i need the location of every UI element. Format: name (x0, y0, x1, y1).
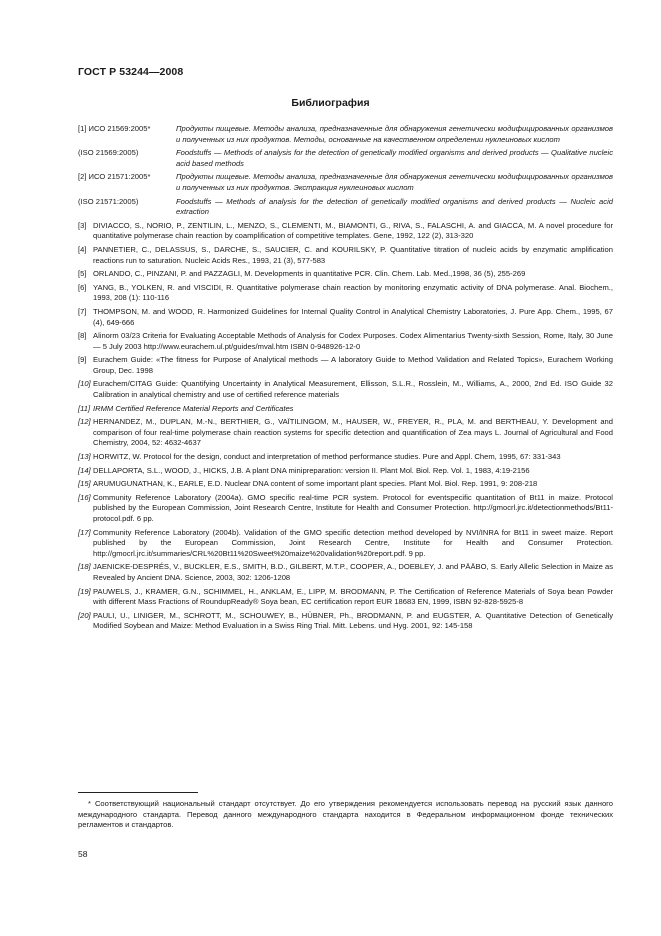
bib-entry-11 (78, 404, 613, 415)
entry-number: [10] (78, 379, 91, 389)
bib-entry-16 (78, 493, 613, 525)
entry-number: [19] (78, 586, 91, 596)
bib-entry-17 (78, 528, 613, 560)
bib-entry-4 (78, 245, 613, 266)
entry-text: PAULI, U., LINIGER, M., SCHROTT, M., SCHOUWEY, B., HÜBNER, Ph., BRODMANN, P. and EUGSTER, A. Quantitative Detection of Genetically Modified Soybean and Maize: Method Evaluation in a Swiss Ring Trial. Mitt. Lebens. und Hyg. 2001, 92: 145-158 (93, 610, 613, 631)
entry-text: Alinorm 03/23 Criteria for Evaluating Acceptable Methods of Analysis for Codex Purposes. Codex Alimentarius Twenty-sixth Session, Rome, Italy, 30 June — 5 July 2003 http://www.eurachem.ul.pt/guides/mval.htm ISBN 0-948926-12-0 (93, 331, 613, 351)
entry-text: Community Reference Laboratory (2004a). GMO specific real-time PCR system. Protocol for eventspecific quantitation of Bt11 in maize. Protocol published by the European Commission, Joint Research Centre, Institute for Health and Consumer Protection. http://gmocrl.jrc.it/detectionmethods/Bt11-protocol.pdf. 6 pp. (93, 492, 613, 523)
bib-entry-12 (78, 417, 613, 449)
footnote-divider (78, 792, 198, 793)
entry-number: [20] (78, 610, 91, 620)
entry-text: PAUWELS, J., KRAMER, G.N., SCHIMMEL, H., ANKLAM, E., LIPP, M. BRODMANN, P. The Certification of Reference Materials of Soya bean Powder with different Mass Fractions of RoundupReady® Soya bean, EC certification report EUR 18683 EN, 1999, ISBN 92-828-5925-8 (93, 586, 613, 607)
entry-text: Продукты пищевые. Методы анализа, предназначенные для обнаружения генетически модифицированных организмов и полученных из них продуктов. Экстракция нуклеиновых кислот (176, 172, 613, 192)
bib-entry-5 (78, 269, 613, 280)
entry-text: ORLANDO, C., PINZANI, P. and PAZZAGLI, M. Developments in quantitative PCR. Clin. Chem. Lab. Med.,1998, 36 (5), 255-269 (93, 269, 526, 279)
bib-entry-20 (78, 611, 613, 632)
entry-number: [7] (78, 306, 87, 316)
page-number: 58 (78, 849, 88, 859)
bib-entry-8 (78, 331, 613, 352)
entry-number: [11] (78, 403, 91, 413)
entry-text: JAENICKE-DESPRÉS, V., BUCKLER, E.S., SMITH, B.D., GILBERT, M.T.P., COOPER, A., DOEBLEY, J. and PÄÄBO, S. Early Allelic Selection in Maize as Revealed by Ancient DNA. Science, 2003, 302: 1206-1208 (93, 562, 613, 582)
entry-text: Community Reference Laboratory (2004b). Validation of the GMO specific detection method developed by NVI/INRA for Bt11 in sweet maize. Report published by the European Commission, Joint Research Centre, Institute for Health and Consumer Protection. http://gmocrl.jrc.it/summaries/CRL%20Bt11%20Sweet%20maize%20validation%20report.pdf. 9 pp. (93, 527, 613, 558)
bib-entry-1-iso (78, 148, 613, 169)
entry-number: [6] (78, 282, 87, 292)
entry-text: THOMPSON, M. and WOOD, R. Harmonized Guidelines for Internal Quality Control in Analytical Chemistry Laboratories, J. Pure App. Chem., 1995, 67 (4), 649-666 (93, 306, 613, 327)
page-title: Библиография (291, 97, 370, 109)
entry-number: [8] (78, 331, 87, 341)
entry-number: (ISO 21571:2005) (78, 196, 139, 206)
entry-text: DIVIACCO, S., NORIO, P., ZENTILIN, L., MENZO, S., CLEMENTI, M., BIAMONTI, G., RIVA, S., FALASCHI, A. and GIACCA, M. A novel procedure for quantitative polymerase chain reaction by coamplification of competitive templates. Gene, 1992, 122 (2), 313-320 (93, 220, 613, 241)
entry-text: HORWITZ, W. Protocol for the design, conduct and interpretation of method performance studies. Pure and Appl. Chem, 1995, 67: 331-343 (93, 452, 561, 462)
bib-entry-15 (78, 479, 613, 490)
entry-number: [4] (78, 244, 87, 254)
entry-text: Eurachem/CITAG Guide: Quantifying Uncertainty in Analytical Measurement, Ellisson, S.L.R., Rosslein, M., Williams, A., 2000, 2nd Ed. ISO Guide 32 Calibration in analytical chemistry and use of certified reference materials (93, 379, 613, 400)
entry-number: [12] (78, 417, 91, 427)
entry-number: [3] (78, 220, 87, 230)
entry-number: [17] (78, 527, 91, 537)
entry-number: [18] (78, 562, 91, 572)
entry-text: Eurachem Guide: «The fitness for Purpose of Analytical methods — A laboratory Guide to Method Validation and Related Topics», Eurachem Working Group, Dec. 1998 (93, 355, 613, 375)
entry-number: (ISO 21569:2005) (78, 148, 139, 158)
entry-text: YANG, B., YOLKEN, R. and VISCIDI, R. Quantitative polymerase chain reaction by monitoring enzymatic activity of DNA polymerase. Anal. Biochem., 1993, 208 (1): 110-116 (93, 282, 613, 303)
entry-text: HERNANDEZ, M., DUPLAN, M.-N., BERTHIER, G., VAÏTILINGOM, M., HAUSER, W., FREYER, R., PLA, M. and BERTHEAU, Y. Development and comparison of four real-time polymerase chain reaction systems for specific detection and quantification of Zea mays L. Journal of Agricultural and Food Chemistry, 2004, 52: 4632-4637 (93, 417, 613, 448)
bib-entry-14 (78, 466, 613, 477)
entry-number: [5] (78, 269, 87, 279)
entry-text: IRMM Certified Reference Material Reports and Certificates (93, 403, 294, 413)
bib-entry-18 (78, 562, 613, 583)
bib-entry-2 (78, 172, 613, 193)
entry-number: [13] (78, 452, 91, 462)
bib-entry-3 (78, 221, 613, 242)
entry-number: [14] (78, 465, 91, 475)
entry-number: [1] ИСО 21569:2005* (78, 124, 151, 133)
bib-entry-19 (78, 587, 613, 608)
bib-entry-9 (78, 355, 613, 376)
entry-text: Продукты пищевые. Методы анализа, предназначенные для обнаружения генетически модифицированных организмов и полученных из них продуктов. Методы, основанные на качественном определении нуклеиновых кислот (176, 124, 613, 144)
entry-text: Foodstuffs — Methods of analysis for the detection of genetically modified organisms and derived products — Nucleic acid extraction (176, 196, 613, 217)
footnote: * Соответствующий национальный стандарт отсутствует. До его утверждения рекомендуется использовать перевод на русский язык данного международного стандарта. Перевод данного международного стандарта находится в Федеральном информационном фонде технических регламентов и стандартов. (78, 799, 613, 830)
entry-number: [2] ИСО 21571:2005* (78, 172, 151, 182)
bib-entry-6 (78, 283, 613, 304)
entry-text: Foodstuffs — Methods of analysis for the detection of genetically modified organisms and derived products — Qualitative nucleic acid based methods (176, 148, 613, 168)
entry-number: [9] (78, 355, 87, 365)
bib-entry-2-iso (78, 197, 613, 218)
entry-text: DELLAPORTA, S.L., WOOD, J., HICKS, J.B. A plant DNA minipreparation: version II. Plant Mol. Biol. Rep. Vol. 1, 1983, 4:19-2156 (93, 465, 530, 475)
bib-entry-7 (78, 307, 613, 328)
bib-entry-1 (78, 124, 613, 145)
bib-entry-10 (78, 379, 613, 400)
bib-entry-13 (78, 452, 613, 463)
entry-text: ARUMUGUNATHAN, K., EARLE, E.D. Nuclear DNA content of some important plant species. Plant Mol. Biol. Rep. 1991, 9: 208-218 (93, 479, 538, 489)
entry-text: PANNETIER, C., DELASSUS, S., DARCHE, S., SAUCIER, C. and KOURILSKY, P. Quantitative titration of nucleic acids by enzymatic amplification reactions run to saturation. Nucleic Acids Res., 1993, 21 (3), 577-583 (93, 244, 613, 265)
entry-number: [16] (78, 492, 91, 502)
bibliography-list (78, 124, 613, 635)
document-header: ГОСТ Р 53244—2008 (78, 66, 184, 78)
entry-number: [15] (78, 479, 91, 489)
